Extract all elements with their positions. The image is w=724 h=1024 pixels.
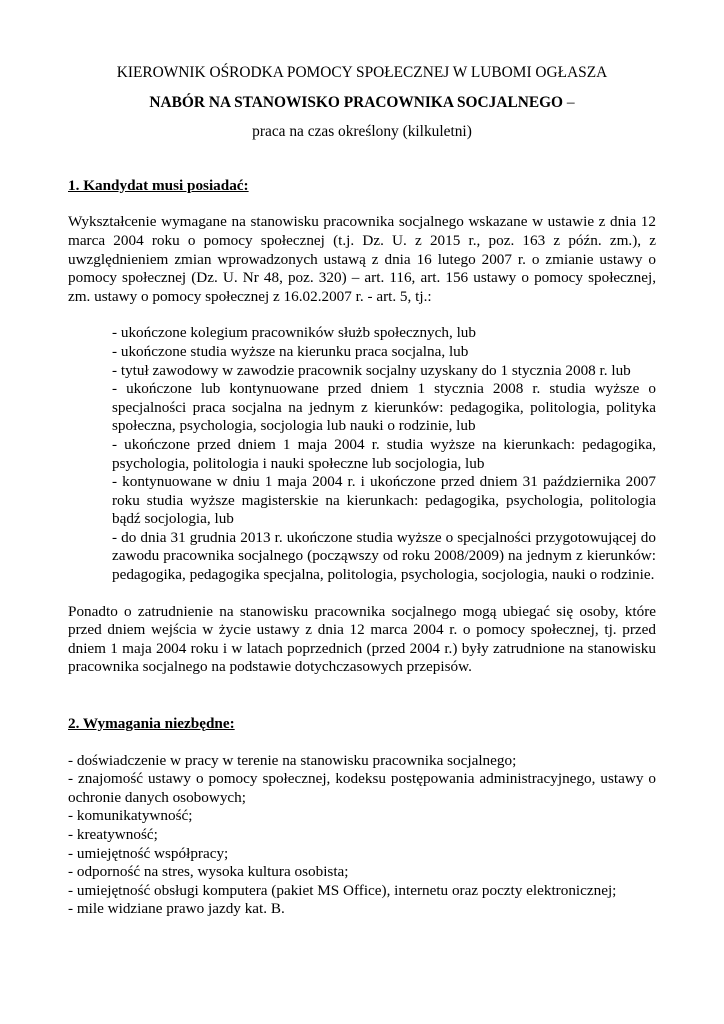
list-item: - mile widziane prawo jazdy kat. B. xyxy=(68,900,285,918)
section-spacer xyxy=(68,696,656,715)
list-item: - ukończone kolegium pracowników służb społecznych, lub xyxy=(112,324,476,342)
list-item: - umiejętność współpracy; xyxy=(68,844,229,862)
list-item: - tytuł zawodowy w zawodzie pracownik socjalny uzyskany do 1 stycznia 2008 r. lub xyxy=(112,361,631,379)
list-item: - ukończone przed dniem 1 maja 2004 r. studia wyższe na kierunkach: pedagogika, psychologia, politologia i nauki społeczne lub socjologia, lub xyxy=(112,435,656,472)
list-item: - ukończone lub kontynuowane przed dniem 1 stycznia 2008 r. studia wyższe o specjalności praca socjalna na jednym z kierunków: pedagogika, politologia, polityka społeczna, psychologia, socjologia lub nauki o rodzinie, lub xyxy=(112,380,656,435)
document-page xyxy=(68,64,656,919)
list-item: - do dnia 31 grudnia 2013 r. ukończone studia wyższe o specjalności przygotowującej do zawodu pracownika socjalnego (począwszy od roku 2008/2009) na jednym z kierunków: pedagogika, pedagogika specjalna, politologia, psychologia, socjologia, nauki o rodzinie. xyxy=(112,528,656,584)
education-requirements-list xyxy=(68,324,656,584)
announcement-title: KIEROWNIK OŚRODKA POMOCY SPOŁECZNEJ W LUBOMI OGŁASZA xyxy=(116,64,608,81)
section-1-intro: Wykształcenie wymagane na stanowisku pracownika socjalnego wskazane w ustawie z dnia 12 marca 2004 roku o pomocy społecznej (t.j. Dz. U. z 2015 r., poz. 163 z późn. zm.), z uwzględnieniem zmian wprowadzonych ustawą z dnia 16 lutego 2007 r. o zmianie ustawy o pomocy społecznej (Dz. U. Nr 48, poz. 320) – art. 116, art. 156 ustawy o pomocy społecznej, zm. ustawy o pomocy społecznej z 16.02.2007 r. - art. 5, tj.: xyxy=(68,213,656,305)
essential-requirements-list xyxy=(68,752,656,919)
section-spacer xyxy=(68,677,656,696)
list-item: - odporność na stres, wysoka kultura osobista; xyxy=(68,863,349,881)
list-item: - komunikatywność; xyxy=(68,807,193,825)
position-title xyxy=(68,94,656,113)
section-1-outro: Ponadto o zatrudnienie na stanowisku pracownika socjalnego mogą ubiegać się osoby, które przed dniem wejścia w życie ustawy z dnia 12 marca 2004 r. o pomocy społecznej, tj. przed dniem 1 maja 2004 roku i w latach poprzednich (przed 2004 r.) były zatrudnione na stanowisku pracownika socjalnego na podstawie dotychczasowych przepisów. xyxy=(68,602,656,676)
section-2-heading: 2. Wymagania niezbędne: xyxy=(68,715,235,733)
section-1-heading: 1. Kandydat musi posiadać: xyxy=(68,176,249,194)
position-title-dash: – xyxy=(563,93,575,111)
list-item: - doświadczenie w pracy w terenie na stanowisku pracownika socjalnego; xyxy=(68,751,517,769)
employment-type: praca na czas określony (kilkuletni) xyxy=(252,123,472,141)
list-item: - znajomość ustawy o pomocy społecznej, kodeksu postępowania administracyjnego, ustawy o ochronie danych osobowych; xyxy=(68,770,656,806)
list-item: - ukończone studia wyższe na kierunku praca socjalna, lub xyxy=(112,342,469,360)
list-item: - kontynuowane w dniu 1 maja 2004 r. i ukończone przed dniem 31 października 2007 roku studia wyższe magisterskie na kierunkach: pedagogika, psychologia, politologia bądź socjologia, lub xyxy=(112,473,656,528)
list-item: - kreatywność; xyxy=(68,826,158,843)
list-item: - umiejętność obsługi komputera (pakiet MS Office), internetu oraz poczty elektronicznej; xyxy=(68,881,617,899)
position-title-bold: NABÓR NA STANOWISKO PRACOWNIKA SOCJALNEGO xyxy=(149,93,564,111)
